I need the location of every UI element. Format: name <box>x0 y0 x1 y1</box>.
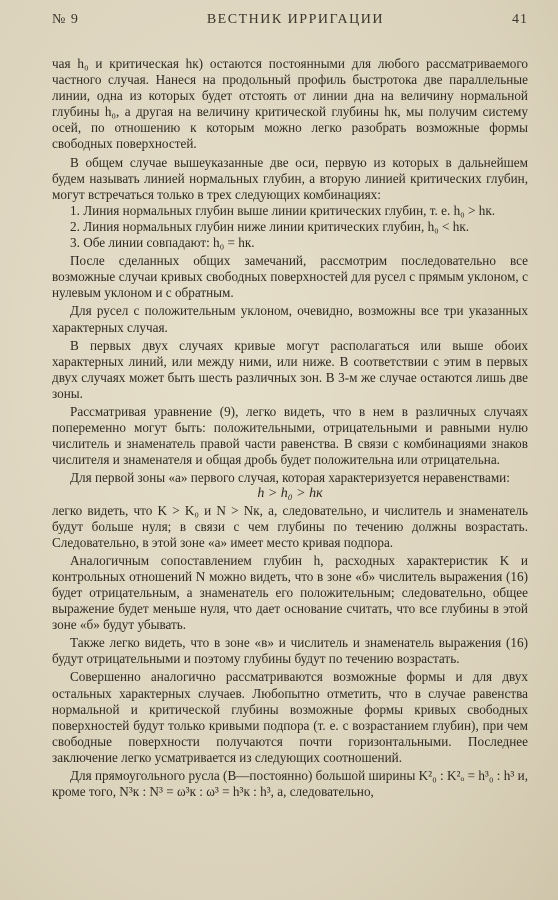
inequality-formula: h > h₀ > hк <box>257 486 323 502</box>
paragraph: Аналогичным сопоставлением глубин h, расходных характеристик K и контрольных отношений N можно видеть, что в зоне «б» числитель выражения (16) будет отрицательным, а знаменатель его положительным; следовательно, общее выражение будет меньше нуля, что дает основание считать, что все глубины в этой зоне «б» будут убывать. <box>52 552 528 633</box>
paragraph: В первых двух случаях кривые могут располагаться или выше обоих характерных линий, или между ними, или ниже. В соответствии с этим в первых двух случаях может быть шесть различных зон. В 3-м же случае остаются лишь две зоны. <box>52 337 528 401</box>
paragraph: После сделанных общих замечаний, рассмотрим последовательно все возможные случаи кривых свободных поверхностей для русел с прямым уклоном, с нулевым уклоном и с обратным. <box>52 253 528 301</box>
paragraph: Для русел с положительным уклоном, очевидно, возможны все три указанных характерных случая. <box>52 303 528 335</box>
paragraph: Также легко видеть, что в зоне «в» и числитель и знаменатель выражения (16) будут отрицательными и поэтому глубины будут по течению возрастать. <box>52 635 528 667</box>
list-item: 3. Обе линии совпадают: h₀ = hк. <box>70 235 255 251</box>
list-item: 1. Линия нормальных глубин выше линии критических глубин, т. е. h₀ > hк. <box>70 202 496 218</box>
article-body <box>52 56 528 800</box>
page-number: 41 <box>511 12 528 27</box>
paragraph: Для первой зоны «а» первого случая, которая характеризуется неравенствами: <box>70 470 510 486</box>
issue-number: № 9 <box>52 12 79 27</box>
paragraph: Рассматривая уравнение (9), легко видеть, что в нем в различных случаях попеременно могут быть: положительными, отрицательными и равными нулю числитель и знаменатель правой части равенства. В связи с комбинациями знаков числителя и знаменателя и общая дробь будет положительна или отрицательна. <box>52 403 528 468</box>
journal-title: ВЕСТНИК ИРРИГАЦИИ <box>206 12 384 27</box>
paragraph: Для прямоугольного русла (B—постоянно) большой ширины K²₀ : K²ₒ = h³₀ : h³ и, кроме того, N³к : N³ = ω³к : ω³ = h³к : h³, а, следовательно, <box>52 768 528 800</box>
paragraph: чая h₀ и критическая hк) остаются постоянными для любого рассматриваемого частного случая. Нанеся на продольный профиль быстротока две параллельные линии, одна из которых будет отстоять от линии дна на величину нормальной глубины h₀, а другая на величину критической глубины hк, мы получим систему осей, по отношению к которым можно легко разобрать возможные формы свободных поверхностей. <box>52 56 528 152</box>
paragraph: В общем случае вышеуказанные две оси, первую из которых в дальнейшем будем называть линией нормальных глубин, а вторую линией критических глубин, могут встречаться только в трех следующих комбинациях: <box>52 154 528 202</box>
paragraph: легко видеть, что K > K₀ и N > Nк, а, следовательно, и числитель и знаменатель будут больше нуля; в связи с чем глубины по течению должны возрастать. Следовательно, в этой зоне «а» имеет место кривая подпора. <box>52 502 528 550</box>
page-header <box>52 12 528 34</box>
list-item: 2. Линия нормальных глубин ниже линии критических глубин, h₀ < hк. <box>70 218 470 234</box>
paragraph: Совершенно аналогично рассматриваются возможные формы и для двух остальных характерных случаев. Любопытно отметить, что в случае равенства нормальной и критической глубины возможные формы кривых свободных поверхностей будут только кривыми подпора (т. е. с возрастанием глубин), при чем свободные поверхности получаются почти горизонтальными. Последнее заключение легко усматривается из следующих соотношений. <box>52 669 528 765</box>
